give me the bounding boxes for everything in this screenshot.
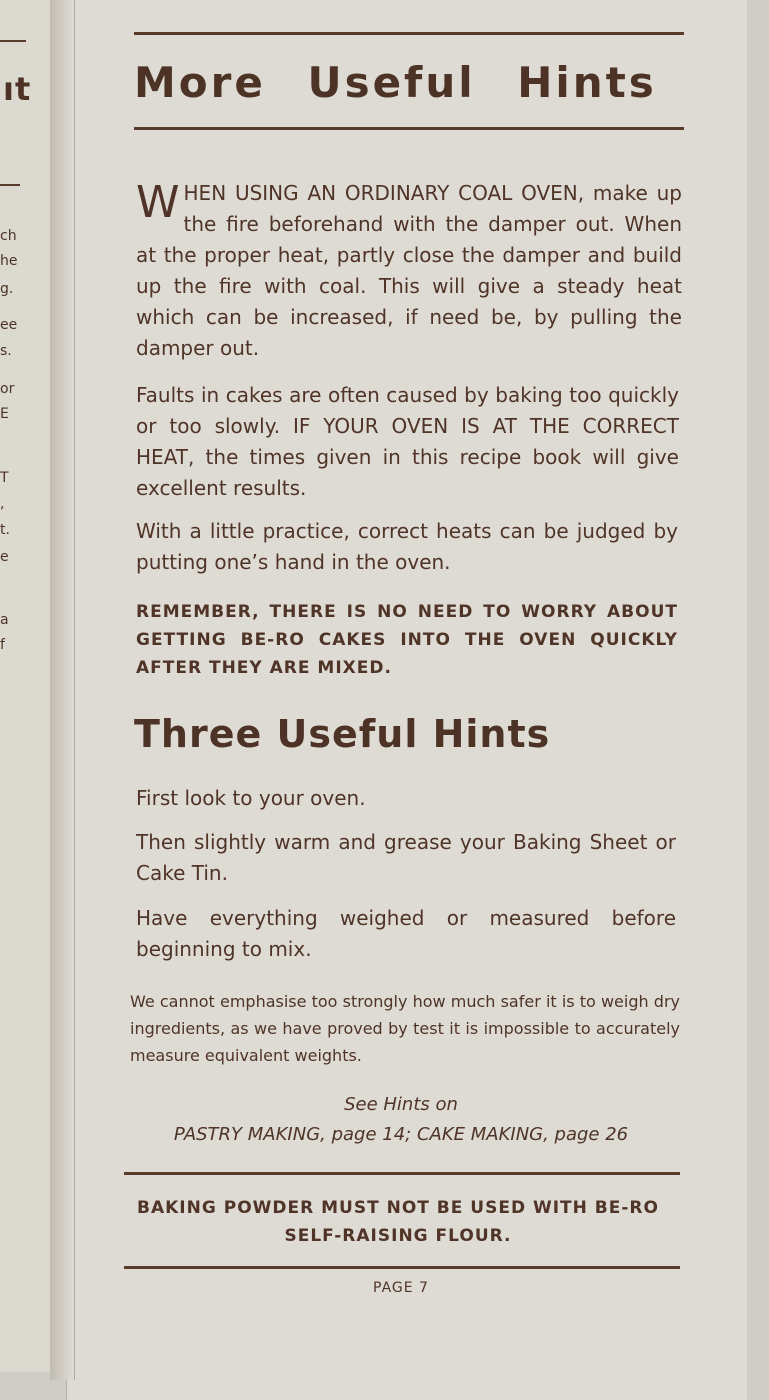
left-page-text-fragment: or — [0, 381, 15, 397]
see-hints-line-1: See Hints on — [344, 1094, 458, 1115]
page-number: PAGE 7 — [373, 1280, 429, 1296]
hint-third: Have everything weighed or measured before beginning to mix. — [136, 906, 676, 961]
footer-rule-top — [124, 1172, 680, 1175]
left-page-rule-top — [0, 40, 26, 42]
left-page-text-fragment: a — [0, 612, 9, 628]
left-page-text-fragment: s. — [0, 343, 12, 359]
footer-rule-bottom — [124, 1266, 680, 1269]
left-page-text-fragment: T — [0, 470, 9, 486]
left-page-text-fragment: t. — [0, 522, 10, 538]
faults-paragraph: Faults in cakes are often caused by baking too quickly or too slowly. IF YOUR OVEN IS AT THE CORRECT HEAT, the times given in this recipe book will give excellent results. — [136, 383, 679, 500]
page-title: More Useful Hints — [134, 58, 657, 107]
drop-cap: W — [136, 177, 180, 228]
left-page-rule-bottom — [0, 184, 20, 186]
remember-paragraph: REMEMBER, THERE IS NO NEED TO WORRY ABOUT GETTING BE-RO CAKES INTO THE OVEN QUICKLY AFTER THEY ARE MIXED. — [136, 602, 678, 678]
left-page-heading-fragment: ıt — [3, 70, 32, 108]
weighing-note: We cannot emphasise too strongly how much safer it is to weigh dry ingredients, as we have proved by test it is impossible to accurately measure equivalent weights. — [130, 992, 680, 1065]
three-useful-hints-title: Three Useful Hints — [134, 712, 551, 756]
left-page-text-fragment: he — [0, 253, 18, 269]
coal-oven-paragraph — [136, 178, 682, 364]
left-page-text-fragment: E — [0, 406, 9, 422]
left-page-text-fragment: ee — [0, 317, 18, 333]
title-rule-top — [134, 32, 684, 35]
hint-second: Then slightly warm and grease your Baking Sheet or Cake Tin. — [136, 830, 676, 885]
left-page-text-fragment: g. — [0, 281, 14, 297]
booklet-spine — [50, 0, 75, 1380]
left-page-text-fragment: e — [0, 549, 9, 565]
title-rule-bottom — [134, 127, 684, 130]
hint-first: First look to your oven. — [136, 786, 366, 810]
coal-oven-paragraph-text: HEN USING AN ORDINARY COAL OVEN, make up the fire beforehand with the damper out. When at the proper heat, partly close the damper and build up the fire with coal. This will give a steady heat which can be increased, if need be, by pulling the damper out. — [136, 181, 682, 360]
left-page-text-fragment: , — [0, 496, 5, 512]
practice-paragraph: With a little practice, correct heats can be judged by putting one’s hand in the oven. — [136, 519, 678, 574]
see-hints-line-2: PASTRY MAKING, page 14; CAKE MAKING, page 26 — [173, 1124, 629, 1145]
left-page-text-fragment: ch — [0, 228, 17, 244]
left-page-text-fragment: f — [0, 637, 5, 653]
baking-powder-warning: BAKING POWDER MUST NOT BE USED WITH BE-RO SELF-RAISING FLOUR. — [137, 1198, 659, 1246]
